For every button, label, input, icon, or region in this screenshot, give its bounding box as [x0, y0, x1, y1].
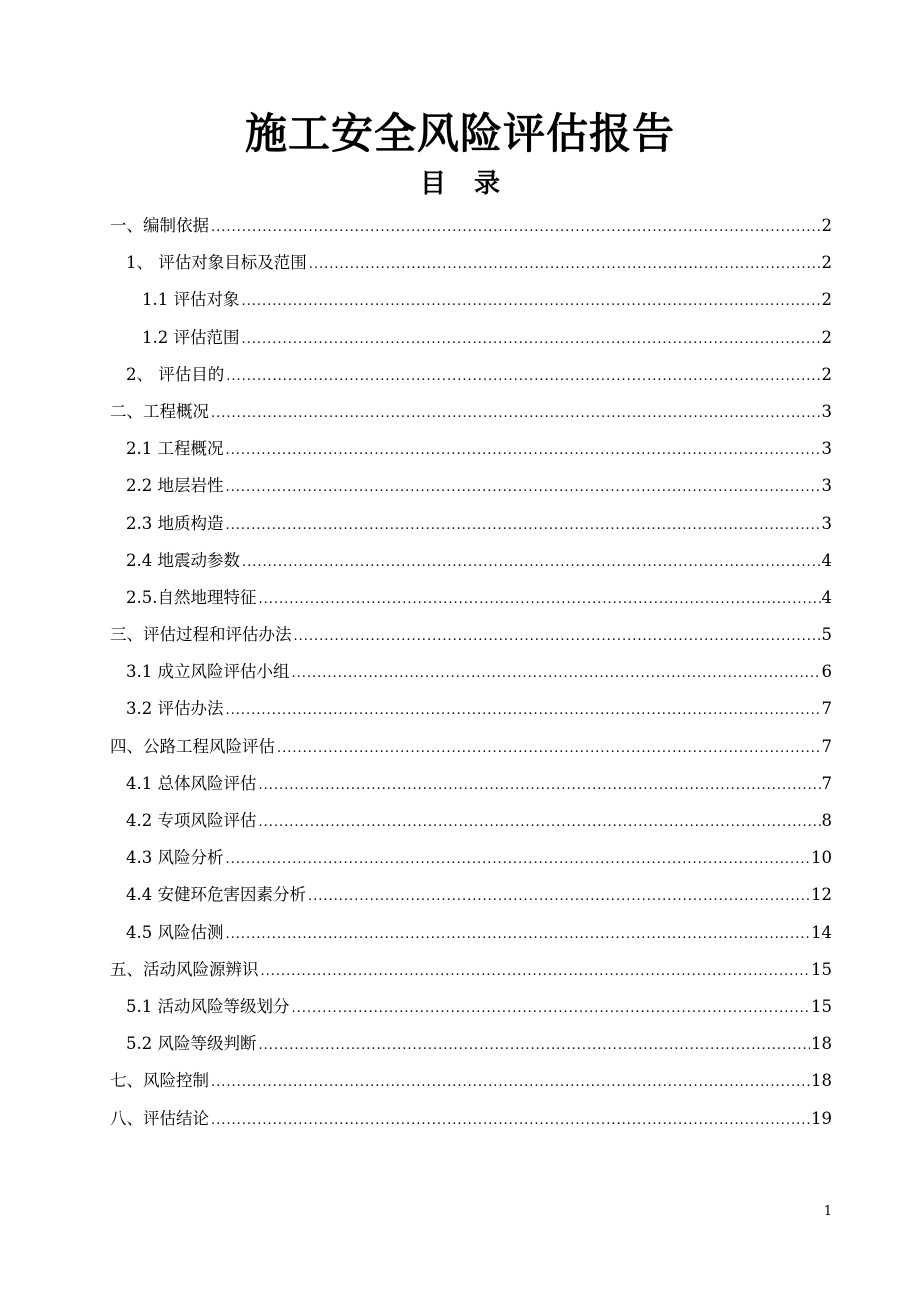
toc-leader — [261, 953, 811, 990]
toc-entry-1[interactable] — [110, 207, 832, 244]
toc-leader — [292, 990, 811, 1027]
toc-leader — [226, 469, 821, 506]
toc-entry-page: 6 — [821, 662, 832, 682]
toc-leader — [309, 246, 821, 283]
toc-entry-page: 7 — [821, 699, 832, 719]
toc-entry-page: 4 — [821, 550, 832, 570]
toc-entry-page: 8 — [821, 811, 832, 830]
toc-entry-label: 三、评估过程和评估办法 — [110, 625, 292, 645]
toc-entry-page: 2 — [821, 290, 832, 310]
toc-entry-24[interactable] — [110, 1062, 832, 1099]
toc-leader — [259, 1027, 811, 1064]
toc-entry-page: 19 — [811, 1108, 832, 1128]
toc-entry-label: 5.1 活动风险等级划分 — [126, 996, 290, 1016]
toc-entry-label: 七、风险控制 — [110, 1071, 209, 1091]
toc-entry-label: 2.2 地层岩性 — [126, 476, 224, 496]
toc-entry-label: 1.1 评估对象 — [142, 290, 240, 310]
toc-entry-label: 4.1 总体风险评估 — [126, 773, 257, 793]
toc-entry-25[interactable] — [110, 1100, 832, 1137]
toc-leader — [226, 358, 820, 395]
toc-entry-label: 4.2 专项风险评估 — [126, 811, 257, 830]
toc-leader — [259, 581, 821, 618]
toc-entry-page: 14 — [811, 922, 832, 942]
page-number: 1 — [823, 1204, 832, 1219]
toc-entry-15[interactable] — [110, 728, 832, 765]
toc-entry-label: 4.3 风险分析 — [126, 848, 224, 868]
toc-entry-23[interactable] — [110, 1025, 832, 1062]
toc-entry-12[interactable] — [110, 616, 832, 653]
toc-entry-19[interactable] — [110, 876, 832, 913]
table-of-contents — [110, 207, 832, 1137]
toc-entry-label: 2.3 地质构造 — [126, 513, 224, 533]
toc-entry-label: 3.2 评估办法 — [126, 699, 224, 719]
toc-entry-page: 3 — [821, 401, 832, 421]
toc-entry-20[interactable] — [110, 914, 832, 951]
toc-entry-page: 15 — [811, 959, 832, 979]
toc-entry-18[interactable] — [110, 839, 832, 876]
toc-leader — [211, 209, 821, 246]
toc-entry-page: 18 — [811, 1071, 832, 1091]
toc-entry-9[interactable] — [110, 505, 832, 542]
toc-entry-16[interactable] — [110, 765, 832, 802]
toc-leader — [226, 432, 821, 469]
toc-entry-11[interactable] — [110, 579, 832, 616]
toc-heading-right: 录 — [474, 169, 501, 199]
toc-entry-page: 4 — [821, 587, 832, 607]
toc-leader — [259, 804, 821, 841]
toc-entry-10[interactable] — [110, 542, 832, 579]
toc-entry-label: 5.2 风险等级判断 — [126, 1034, 257, 1054]
toc-heading — [0, 166, 920, 202]
toc-entry-4[interactable] — [110, 319, 832, 356]
toc-entry-label: 4.4 安健环危害因素分析 — [126, 885, 306, 905]
toc-entry-label: 2、 评估目的 — [126, 364, 225, 384]
toc-entry-14[interactable] — [110, 690, 832, 727]
toc-leader — [211, 1102, 810, 1139]
toc-entry-6[interactable] — [110, 393, 832, 430]
toc-entry-page: 3 — [821, 513, 832, 533]
toc-entry-label: 五、活动风险源辨识 — [110, 959, 259, 979]
toc-entry-17[interactable] — [110, 802, 832, 839]
toc-entry-2[interactable] — [110, 244, 832, 281]
toc-entry-label: 2.1 工程概况 — [126, 439, 224, 459]
toc-entry-22[interactable] — [110, 988, 832, 1025]
toc-entry-label: 一、编制依据 — [110, 216, 209, 235]
toc-leader — [242, 283, 821, 320]
toc-entry-label: 八、评估结论 — [110, 1108, 209, 1128]
toc-entry-label: 1.2 评估范围 — [142, 327, 240, 347]
toc-leader — [308, 878, 810, 915]
toc-entry-page: 2 — [821, 216, 832, 235]
toc-entry-page: 10 — [811, 848, 832, 868]
toc-entry-page: 2 — [821, 327, 832, 347]
toc-entry-label: 2.5.自然地理特征 — [126, 587, 257, 607]
toc-leader — [294, 618, 821, 655]
toc-heading-left: 目 — [419, 169, 446, 199]
toc-entry-label: 四、公路工程风险评估 — [110, 736, 275, 756]
toc-leader — [292, 655, 821, 692]
toc-leader — [226, 507, 821, 544]
toc-entry-page: 18 — [811, 1034, 832, 1054]
toc-entry-21[interactable] — [110, 951, 832, 988]
toc-leader — [211, 1064, 810, 1101]
toc-leader — [226, 841, 811, 878]
toc-entry-page: 3 — [821, 439, 832, 459]
toc-entry-label: 二、工程概况 — [110, 401, 209, 421]
toc-entry-page: 3 — [821, 476, 832, 496]
toc-entry-page: 5 — [821, 625, 832, 645]
toc-leader — [226, 692, 821, 729]
toc-entry-label: 1、 评估对象目标及范围 — [126, 253, 307, 273]
toc-entry-page: 12 — [811, 885, 832, 905]
toc-entry-page: 2 — [821, 253, 832, 273]
toc-entry-13[interactable] — [110, 653, 832, 690]
toc-entry-3[interactable] — [110, 281, 832, 318]
toc-entry-page: 7 — [821, 736, 832, 756]
document-title: 施工安全风险评估报告 — [244, 109, 675, 158]
toc-entry-5[interactable] — [110, 356, 832, 393]
toc-entry-8[interactable] — [110, 467, 832, 504]
toc-leader — [277, 730, 821, 767]
toc-leader — [211, 395, 821, 432]
toc-leader — [259, 767, 821, 804]
toc-entry-7[interactable] — [110, 430, 832, 467]
toc-entry-label: 4.5 风险估测 — [126, 922, 224, 942]
toc-entry-label: 3.1 成立风险评估小组 — [126, 662, 290, 682]
toc-leader — [242, 321, 821, 358]
toc-entry-page: 7 — [821, 773, 832, 793]
toc-entry-page: 2 — [821, 364, 832, 384]
toc-leader — [242, 544, 821, 581]
toc-leader — [226, 916, 811, 953]
toc-entry-label: 2.4 地震动参数 — [126, 550, 240, 570]
toc-entry-page: 15 — [811, 996, 832, 1016]
